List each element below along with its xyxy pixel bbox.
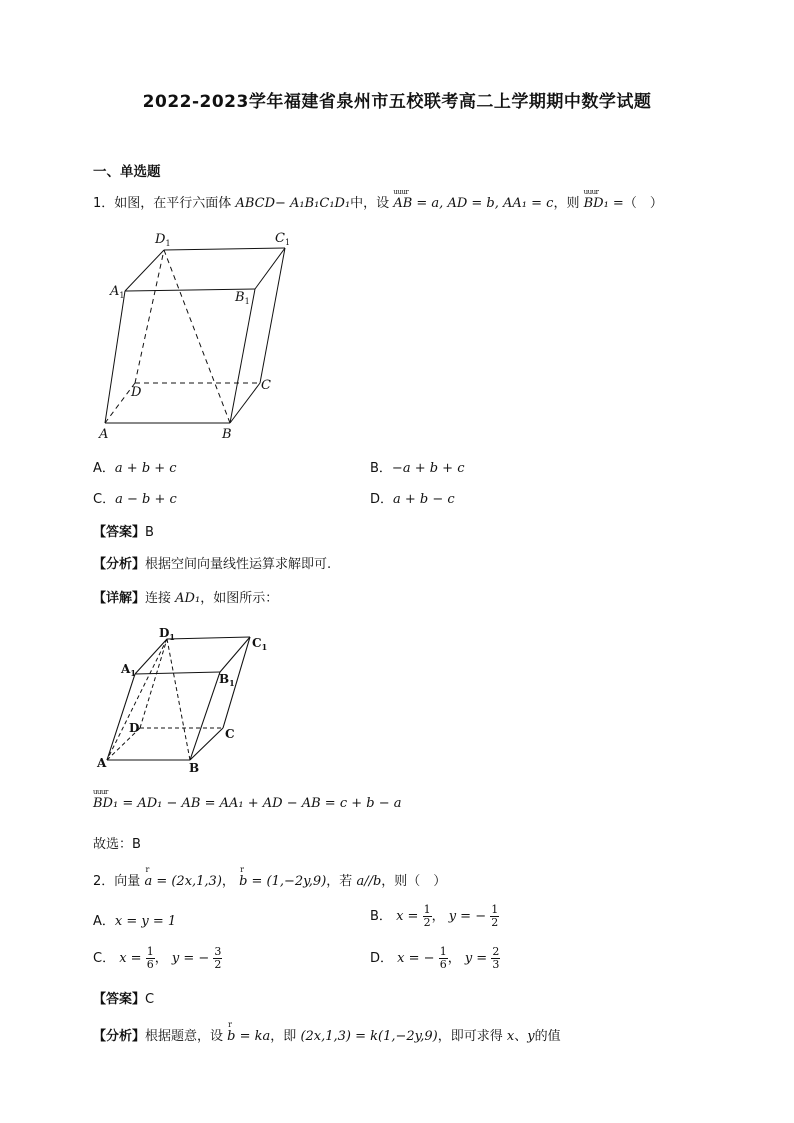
option-expr: a + b + c (114, 461, 177, 476)
label-b: B (222, 427, 232, 442)
edge-a1d1 (125, 250, 164, 291)
analysis-tag: 【分析】 (93, 1029, 146, 1044)
fraction (439, 946, 448, 971)
answer-tag: 【答案】 (93, 992, 146, 1007)
option-x: x = (396, 909, 419, 924)
edge-bc (230, 383, 260, 423)
q1-answer (93, 521, 154, 540)
label-d1: $D_1$ (155, 232, 171, 248)
edge-b1b (230, 289, 255, 423)
edge-dd1-hidden (135, 250, 164, 383)
option-expr: x = y = 1 (114, 914, 177, 929)
q2-vector-b: r b = (1,−2y,9) (239, 874, 326, 889)
q2-stem (93, 870, 446, 889)
q1-condition: uuur AB = a, AD = b, AA₁ = c (393, 196, 553, 211)
analysis-text: 根据空间向量线性运算求解即可. (145, 557, 332, 572)
option-expr: −a + b + c (391, 461, 465, 476)
edge-a1a (105, 291, 125, 423)
fraction-denominator: 6 (146, 958, 154, 971)
fraction-denominator: 2 (423, 916, 431, 929)
label-d: D (129, 721, 140, 735)
option-x: x = (119, 951, 142, 966)
label-a: A (97, 756, 107, 770)
answer-value: C (145, 992, 155, 1007)
fraction (491, 946, 500, 971)
q1-stem-text-c: ，则 (553, 196, 580, 211)
option-label: B． (370, 909, 392, 924)
fraction (213, 946, 222, 971)
label-d1: $D_1$ (159, 626, 175, 642)
q2-stem-text-c: ，则（ ） (381, 874, 447, 889)
q1-number: 1． (93, 196, 115, 211)
label-c1: $C_1$ (252, 636, 268, 652)
option-label: B． (370, 461, 392, 476)
answer-tag: 【答案】 (93, 525, 146, 540)
q1-option-a[interactable] (93, 457, 177, 476)
q1-stem-text-b: 中，设 (350, 196, 390, 211)
edge-bd1-dashed (167, 639, 190, 760)
detail-text-a: 连接 (145, 591, 172, 606)
q2-vector-a: r a = (2x,1,3) (144, 874, 221, 889)
edge-a1d1 (135, 639, 167, 674)
edge-c1c (260, 248, 285, 383)
edge-bd1-dashed (164, 250, 230, 423)
option-label: C． (93, 951, 116, 966)
analysis-x: x (506, 1029, 515, 1044)
edge-b1a1 (135, 672, 220, 674)
analysis-text-d: 、 (514, 1029, 528, 1044)
fraction (490, 904, 499, 929)
analysis-text-b: ，即 (270, 1029, 297, 1044)
detail-text-b: ，如图所示： (200, 591, 279, 606)
edge-d1c1 (167, 637, 250, 639)
q2-number: 2． (93, 874, 115, 889)
q2-answer (93, 988, 154, 1007)
option-label: A． (93, 914, 115, 929)
edge-c1b1 (220, 637, 250, 672)
q1-choice: 故选：B (93, 837, 141, 852)
fraction-numerator: 1 (491, 903, 499, 916)
q2-option-d[interactable]: D． x = − $\frac{1}{6}$ ， y = $\frac{2}{3}$ (370, 945, 500, 971)
fraction (146, 946, 155, 971)
edge-ad1-dashed (107, 639, 167, 760)
q1-option-b[interactable] (370, 457, 464, 476)
analysis-eq2: (2x,1,3) = k(1,−2y,9) (300, 1029, 438, 1044)
q1-target: uuur BD₁ = (584, 196, 624, 211)
fraction (423, 904, 432, 929)
q2-option-a[interactable] (93, 910, 176, 929)
q1-paren: （ ） (623, 196, 663, 211)
q2-option-b[interactable]: B． x = $\frac{1}{2}$ ， y = − $\frac{1}{2}$ (370, 903, 499, 929)
edge-a1a (107, 674, 135, 760)
q1-analysis (93, 553, 331, 572)
q2-analysis (93, 1025, 561, 1044)
page-title: 2022-2023学年福建省泉州市五校联考高二上学期期中数学试题 (142, 92, 652, 112)
option-y: y = (464, 951, 488, 966)
fraction-numerator: 1 (146, 945, 154, 958)
edge-d1c1 (164, 248, 285, 250)
q2-condition: a//b (356, 874, 382, 889)
option-expr: a − b + c (115, 492, 177, 507)
fraction-denominator: 2 (491, 916, 499, 929)
analysis-text-a: 根据题意，设 (145, 1029, 224, 1044)
label-d: D (131, 385, 142, 400)
analysis-y: y (527, 1029, 535, 1044)
edge-c1b1 (255, 248, 285, 289)
q1-stem (93, 192, 663, 211)
q1-option-c[interactable] (93, 488, 177, 507)
q2-option-c[interactable]: C． x = $\frac{1}{6}$ ， y = − $\frac{3}{2}$ (93, 945, 222, 971)
fraction-numerator: 1 (439, 945, 447, 958)
q1-figure-parallelepiped (95, 225, 310, 445)
q1-derivation (93, 796, 402, 811)
label-c1: $C_1$ (275, 231, 291, 247)
answer-value: B (145, 525, 154, 540)
analysis-eq1: r b = ka (227, 1029, 270, 1044)
detail-tag: 【详解】 (93, 591, 146, 606)
fraction-denominator: 2 (214, 958, 222, 971)
option-y: y = − (448, 909, 487, 924)
option-y: y = − (171, 951, 210, 966)
q1-option-d[interactable] (370, 488, 455, 507)
label-a: A (99, 427, 109, 442)
option-label: A． (93, 461, 115, 476)
label-c: C (261, 378, 271, 393)
fraction-denominator: 6 (439, 958, 447, 971)
analysis-text-e: 的值 (534, 1029, 561, 1044)
option-expr: a + b − c (393, 492, 455, 507)
label-b1: $B_1$ (219, 672, 235, 688)
analysis-text-c: ，即可求得 (437, 1029, 503, 1044)
fraction-numerator: 1 (423, 903, 431, 916)
fraction-numerator: 2 (492, 945, 500, 958)
option-label: C． (93, 492, 116, 507)
edge-dd1-hidden (140, 639, 167, 728)
q2-stem-text-b: ，若 (326, 874, 353, 889)
label-a1: $A_1$ (121, 662, 136, 678)
label-c: C (225, 727, 235, 741)
label-b: B (189, 761, 200, 775)
q2-stem-text-a: 向量 (114, 874, 141, 889)
detail-segment: AD₁ (175, 591, 201, 606)
q2-separator: ， (221, 874, 235, 889)
section-heading: 一、单选题 (93, 164, 161, 180)
option-x: x = − (397, 951, 435, 966)
fraction-numerator: 3 (214, 945, 222, 958)
label-b1: $B_1$ (235, 290, 250, 306)
derivation-expr: uuur BD₁ = AD₁ − AB = AA₁ + AD − AB = c + b − a (93, 796, 402, 811)
option-label: D． (370, 951, 394, 966)
edge-b1b (190, 672, 220, 760)
label-a1: $A_1$ (110, 284, 125, 300)
option-label: D． (370, 492, 394, 507)
fraction-denominator: 3 (492, 958, 500, 971)
q1-stem-text-a: 如图，在平行六面体 (114, 196, 232, 211)
q1-solid: ABCD− A₁B₁C₁D₁ (235, 196, 351, 211)
analysis-tag: 【分析】 (93, 557, 146, 572)
q1-detail-figure (95, 625, 275, 775)
q1-detail (93, 587, 278, 606)
